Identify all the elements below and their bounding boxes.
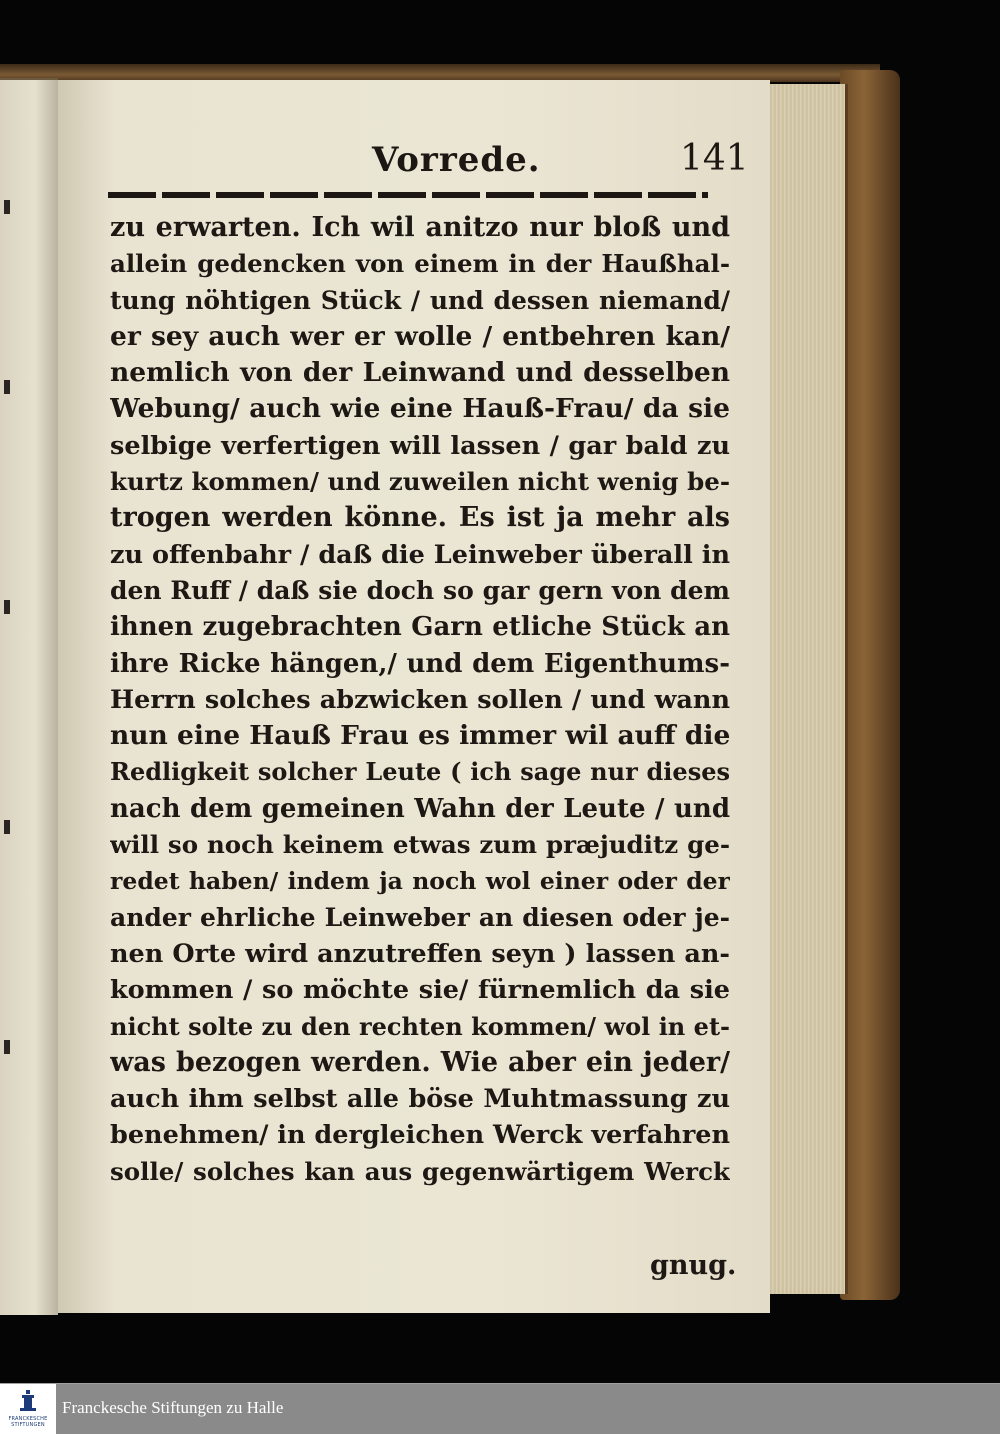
text-line: zu offenbahr / daß die Leinweber überall in xyxy=(110,539,730,570)
franckesche-logo-icon xyxy=(19,1390,37,1412)
header-rule xyxy=(108,192,708,198)
previous-page-text-fragment xyxy=(4,380,10,394)
catchword: gnug. xyxy=(650,1250,737,1281)
text-line: selbige verfertigen will lassen / gar bald zu xyxy=(110,430,730,461)
text-line: kommen / so möchte sie/ fürnemlich da sie xyxy=(110,975,730,1006)
text-line: benehmen/ in dergleichen Werck verfahren xyxy=(110,1120,730,1151)
text-line: nun eine Hauß Frau es immer wil auff die xyxy=(110,720,730,752)
running-head: Vorrede. xyxy=(372,140,541,180)
institution-logo[interactable] xyxy=(0,1384,56,1434)
text-line: den Ruff / daß sie doch so gar gern von dem xyxy=(110,575,730,605)
text-line: Webung/ auch wie eine Hauß-Frau/ da sie xyxy=(110,393,730,425)
text-line: auch ihm selbst alle böse Muhtmassung zu xyxy=(110,1084,730,1115)
text-line: ander ehrliche Leinweber an diesen oder je- xyxy=(110,902,730,932)
text-line: er sey auch wer er wolle / entbehren kan/ xyxy=(110,320,730,352)
page-number: 141 xyxy=(680,138,749,179)
previous-page-text-fragment xyxy=(4,820,10,834)
text-line: was bezogen werden. Wie aber ein jeder/ xyxy=(110,1046,730,1078)
book-page xyxy=(58,80,770,1313)
previous-page-text-fragment xyxy=(4,600,10,614)
text-line: ihre Ricke hängen,/ und dem Eigenthums- xyxy=(110,648,730,679)
text-line: will so noch keinem etwas zum præjuditz ge- xyxy=(110,830,730,860)
text-line: ihnen zugebrachten Garn etliche Stück an xyxy=(110,612,730,643)
page-edges xyxy=(765,84,848,1294)
footer-bar xyxy=(0,1383,1000,1434)
previous-page-text-fragment xyxy=(4,1040,10,1054)
text-line: nach dem gemeinen Wahn der Leute / und xyxy=(110,793,730,824)
book-cover-edge xyxy=(840,70,900,1300)
page-body-text xyxy=(110,210,730,1190)
text-line: nicht solte zu den rechten kommen/ wol in et- xyxy=(110,1011,730,1041)
text-line: Redligkeit solcher Leute ( ich sage nur dieses xyxy=(110,757,730,787)
previous-page-sliver xyxy=(0,78,58,1315)
previous-page-text-fragment xyxy=(4,200,10,214)
text-line: tung nöhtigen Stück / und dessen niemand/ xyxy=(110,285,730,315)
text-line: zu erwarten. Ich wil anitzo nur bloß und xyxy=(110,212,730,243)
page-header xyxy=(108,136,758,186)
text-line: solle/ solches kan aus gegenwärtigem Werck xyxy=(110,1156,730,1186)
text-line: allein gedencken von einem in der Haußhal- xyxy=(110,249,730,279)
logo-text: FRANCKESCHE STIFTUNGEN xyxy=(8,1416,48,1428)
text-line: nemlich von der Leinwand und desselben xyxy=(110,357,730,389)
text-line: redet haben/ indem ja noch wol einer oder der xyxy=(110,867,730,896)
text-line: kurtz kommen/ und zuweilen nicht wenig be- xyxy=(110,467,730,497)
text-line: trogen werden könne. Es ist ja mehr als xyxy=(110,502,730,534)
text-line: Herrn solches abzwicken sollen / und wann xyxy=(110,684,730,715)
text-line: nen Orte wird anzutreffen seyn ) lassen an- xyxy=(110,938,730,969)
institution-name: Franckesche Stiftungen zu Halle xyxy=(62,1398,284,1417)
